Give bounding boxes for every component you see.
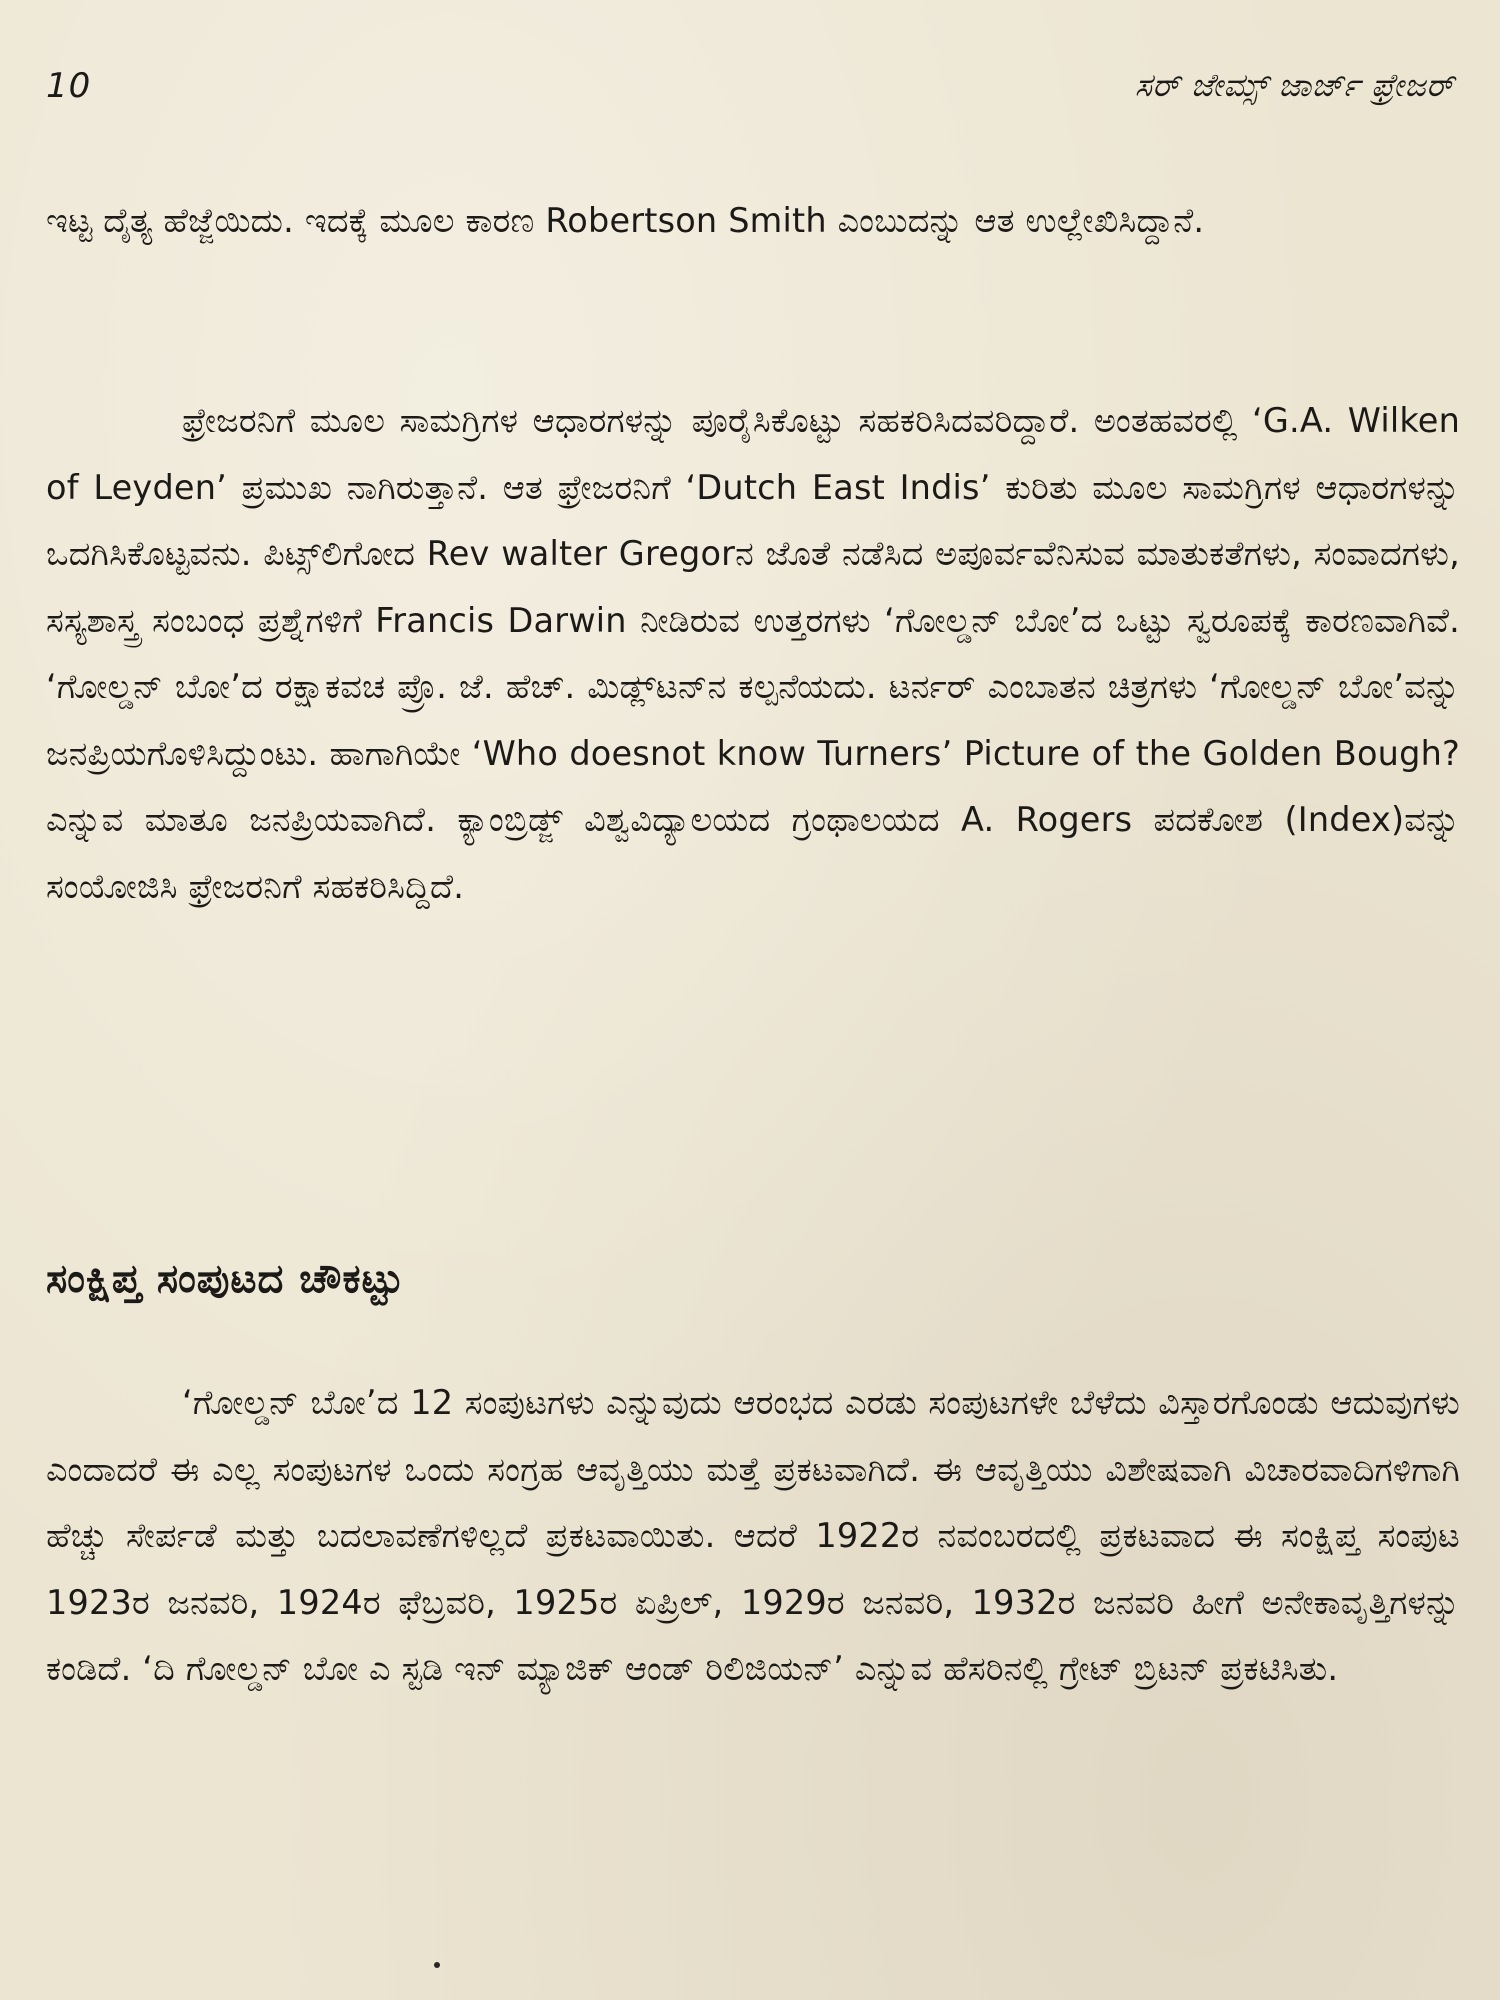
page-number: 10 bbox=[46, 66, 92, 106]
paragraph-continuation bbox=[46, 188, 1460, 255]
running-header bbox=[46, 66, 1454, 116]
paragraph-text: ಇಟ್ಟ ದೈತ್ಯ ಹೆಜ್ಜೆಯಿದು. ಇದಕ್ಕೆ ಮೂಲ ಕಾರಣ Robertson Smith ಎಂಬುದನ್ನು ಆತ ಉಲ್ಲೇಖಿಸಿದ್ದಾನೆ. bbox=[46, 201, 1205, 240]
paragraph-collaborators bbox=[46, 388, 1460, 920]
paragraph-abridged-volume bbox=[46, 1370, 1460, 1703]
paragraph-text: ‘ಗೋಲ್ಡನ್ ಬೋ’ದ 12 ಸಂಪುಟಗಳು ಎನ್ನುವುದು ಆರಂಭದ ಎರಡು ಸಂಪುಟಗಳೇ ಬೆಳೆದು ವಿಸ್ತಾರಗೊಂಡು ಆದುವುಗಳು ಎಂದಾದರೆ ಈ ಎಲ್ಲ ಸಂಪುಟಗಳ ಒಂದು ಸಂಗ್ರಹ ಆವೃತ್ತಿಯು ಮತ್ತೆ ಪ್ರಕಟವಾಗಿದೆ. ಈ ಆವೃತ್ತಿಯು ವಿಶೇಷವಾಗಿ ವಿಚಾರವಾದಿಗಳಿಗಾಗಿ ಹೆಚ್ಚು ಸೇರ್ಪಡೆ ಮತ್ತು ಬದಲಾವಣೆಗಳಿಲ್ಲದೆ ಪ್ರಕಟವಾಯಿತು. ಆದರೆ 1922ರ ನವಂಬರದಲ್ಲಿ ಪ್ರಕಟವಾದ ಈ ಸಂಕ್ಷಿಪ್ತ ಸಂಪುಟ 1923ರ ಜನವರಿ, 1924ರ ಫೆಬ್ರವರಿ, 1925ರ ಏಪ್ರಿಲ್, 1929ರ ಜನವರಿ, 1932ರ ಜನವರಿ ಹೀಗೆ ಅನೇಕಾವೃತ್ತಿಗಳನ್ನು ಕಂಡಿದೆ. ‘ದಿ ಗೋಲ್ಡನ್ ಬೋ ಎ ಸ್ಟಡಿ ಇನ್ ಮ್ಯಾಜಿಕ್ ಆಂಡ್ ರಿಲಿಜಿಯನ್’ ಎನ್ನುವ ಹೆಸರಿನಲ್ಲಿ ಗ್ರೇಟ್ ಬ್ರಿಟನ್ ಪ್ರಕಟಿಸಿತು. bbox=[46, 1383, 1460, 1688]
ink-dot bbox=[434, 1962, 440, 1968]
paragraph-text: ಫ್ರೇಜರನಿಗೆ ಮೂಲ ಸಾಮಗ್ರಿಗಳ ಆಧಾರಗಳನ್ನು ಪೂರೈಸಿಕೊಟ್ಟು ಸಹಕರಿಸಿದವರಿದ್ದಾರೆ. ಅಂತಹವರಲ್ಲಿ ‘G.A. Wilken of Leyden’ ಪ್ರಮುಖ ನಾಗಿರುತ್ತಾನೆ. ಆತ ಫ್ರೇಜರನಿಗೆ ‘Dutch East Indis’ ಕುರಿತು ಮೂಲ ಸಾಮಗ್ರಿಗಳ ಆಧಾರಗಳನ್ನು ಒದಗಿಸಿಕೊಟ್ಟವನು. ಪಿಟ್ಸ್‌ಲಿಗೋದ Rev walter Gregorನ ಜೊತೆ ನಡೆಸಿದ ಅಪೂರ್ವವೆನಿಸುವ ಮಾತುಕತೆಗಳು, ಸಂವಾದಗಳು, ಸಸ್ಯಶಾಸ್ತ್ರ ಸಂಬಂಧ ಪ್ರಶ್ನೆಗಳಿಗೆ Francis Darwin ನೀಡಿರುವ ಉತ್ತರಗಳು ‘ಗೋಲ್ಡನ್ ಬೋ’ದ ಒಟ್ಟು ಸ್ವರೂಪಕ್ಕೆ ಕಾರಣವಾಗಿವೆ. ‘ಗೋಲ್ಡನ್ ಬೋ’ದ ರಕ್ಷಾಕವಚ ಪ್ರೊ. ಜೆ. ಹೆಚ್. ಮಿಡ್ಲ್‌ಟನ್‌ನ ಕಲ್ಪನೆಯದು. ಟರ್ನರ್ ಎಂಬಾತನ ಚಿತ್ರಗಳು ‘ಗೋಲ್ಡನ್ ಬೋ’ವನ್ನು ಜನಪ್ರಿಯಗೊಳಿಸಿದ್ದುಂಟು. ಹಾಗಾಗಿಯೇ ‘Who doesnot know Turners’ Picture of the Golden Bough? ಎನ್ನುವ ಮಾತೂ ಜನಪ್ರಿಯವಾಗಿದೆ. ಕ್ಯಾಂಬ್ರಿಡ್ಜ್ ವಿಶ್ವವಿದ್ಯಾಲಯದ ಗ್ರಂಥಾಲಯದ A. Rogers ಪದಕೋಶ (Index)ವನ್ನು ಸಂಯೋಜಿಸಿ ಫ್ರೇಜರನಿಗೆ ಸಹಕರಿಸಿದ್ದಿದೆ. bbox=[46, 401, 1460, 906]
running-title: ಸರ್ ಜೇಮ್ಸ್ ಜಾರ್ಜ್ ಫ್ರೇಜರ್ bbox=[1134, 66, 1454, 104]
section-heading: ಸಂಕ್ಷಿಪ್ತ ಸಂಪುಟದ ಚೌಕಟ್ಟು bbox=[46, 1256, 405, 1302]
